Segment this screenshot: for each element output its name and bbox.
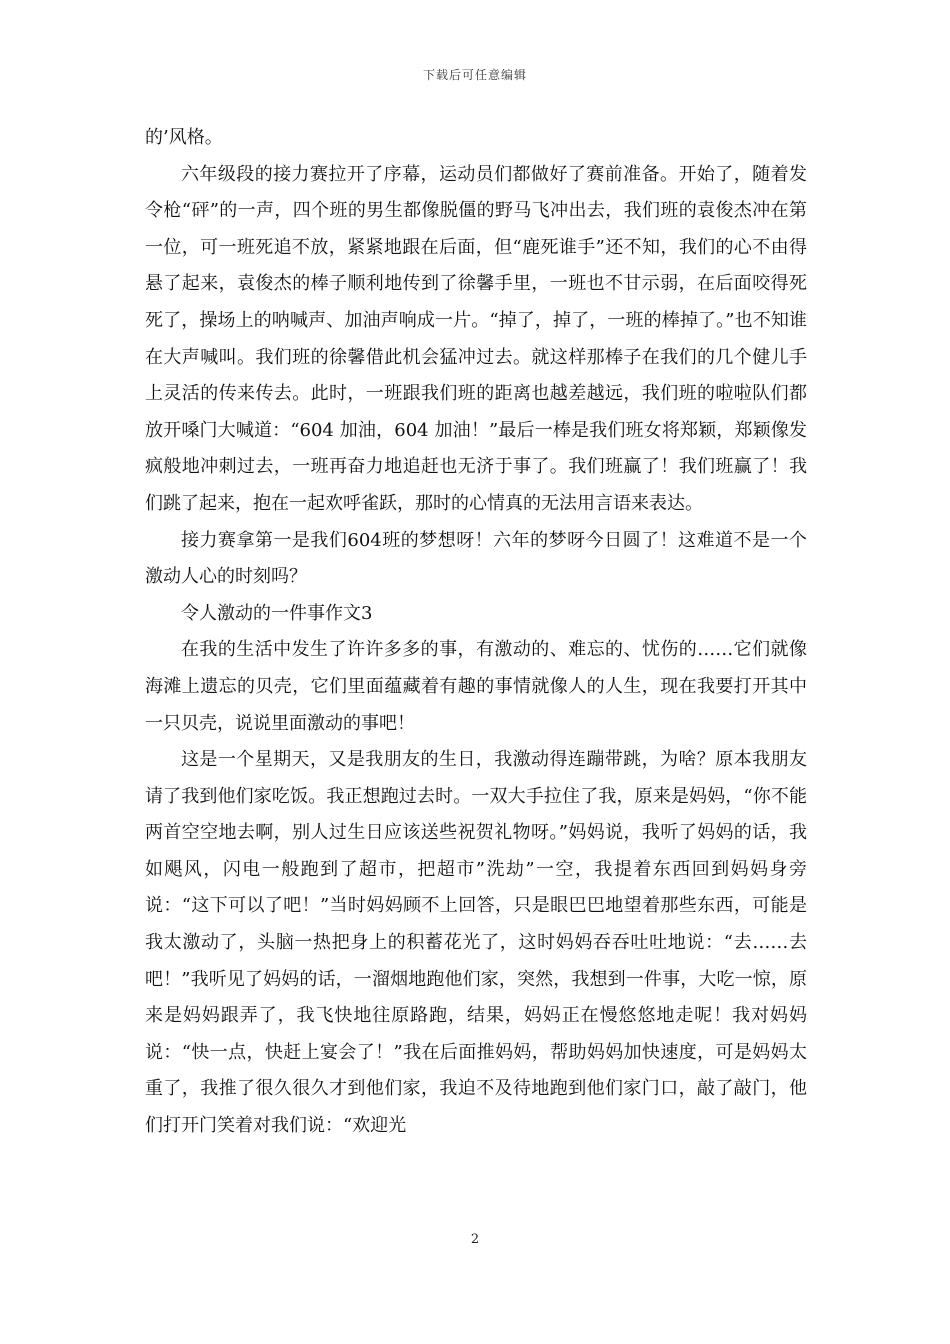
paragraph-5: 这是一个星期天，又是我朋友的生日，我激动得连蹦带跳，为啥？原本我朋友请了我到他们家吃饭。我正想跑过去时。一双大手拉住了我，原来是妈妈，“你不能两首空空地去啊，别人过生日应该送些祝贺礼物呀。”妈妈说，我听了妈妈的话，我如飓风，闪电一般跑到了超市，把超市”洗劫”一空，我提着东西回到妈妈身旁说：“这下可以了吧！”当时妈妈顾不上回答，只是眼巴巴地望着那些东西，可能是我太激动了，头脑一热把身上的积蓄花光了，这时妈妈吞吞吐吐地说：“去……去吧！”我听见了妈妈的话，一溜烟地跑他们家，突然，我想到一件事，大吃一惊，原来是妈妈跟弄了，我飞快地往原路跑，结果，妈妈正在慢悠悠地走呢！我对妈妈说：“快一点，快赶上宴会了！”我在后面推妈妈，帮助妈妈加快速度，可是妈妈太重了，我推了很久很久才到他们家，我迫不及待地跑到他们家门口，敲了敲门，他们打开门笑着对我们说：“欢迎光 xyxy=(145,749,807,1137)
paragraph-4: 在我的生活中发生了许许多多的事，有激动的、难忘的、忧伤的……它们就像海滩上遗忘的贝壳，它们里面蕴藏着有趣的事情就像人的人生，现在我要打开其中一只贝壳，说说里面激动的事吧！ xyxy=(145,639,807,734)
document-body xyxy=(145,120,807,1145)
paragraph-2: 六年级段的接力赛拉开了序幕，运动员们都做好了赛前准备。开始了，随着发令枪“砰”的一声，四个班的男生都像脱僵的野马飞冲出去，我们班的袁俊杰冲在第一位，可一班死追不放，紧紧地跟在后面，但“鹿死谁手”还不知，我们的心不由得悬了起来，袁俊杰的棒子顺利地传到了徐馨手里，一班也不甘示弱，在后面咬得死死了，操场上的呐喊声、加油声响成一片。“掉了，掉了，一班的棒掉了。”也不知谁在大声喊叫。我们班的徐馨借此机会猛冲过去。就这样那棒子在我们的几个健儿手上灵活的传来传去。此时，一班跟我们班的距离也越差越远，我们班的啦啦队们都放开嗓门大喊道：“604 加油，604 加油！”最后一棒是我们班女将郑颖，郑颖像发疯般地冲刺过去，一班再奋力地追赶也无济于事了。我们班赢了！我们班赢了！我们跳了起来，抱在一起欢呼雀跃，那时的心情真的无法用言语来表达。 xyxy=(145,163,807,514)
paragraph-3: 接力赛拿第一是我们604班的梦想呀！六年的梦呀今日圆了！这难道不是一个激动人心的时刻吗？ xyxy=(145,529,807,588)
section-title: 令人激动的一件事作文3 xyxy=(181,602,373,624)
paragraph-1: 的’风格。 xyxy=(145,127,223,148)
page-header: 下载后可任意编辑 xyxy=(422,68,527,82)
page-number: 2 xyxy=(470,1232,480,1247)
